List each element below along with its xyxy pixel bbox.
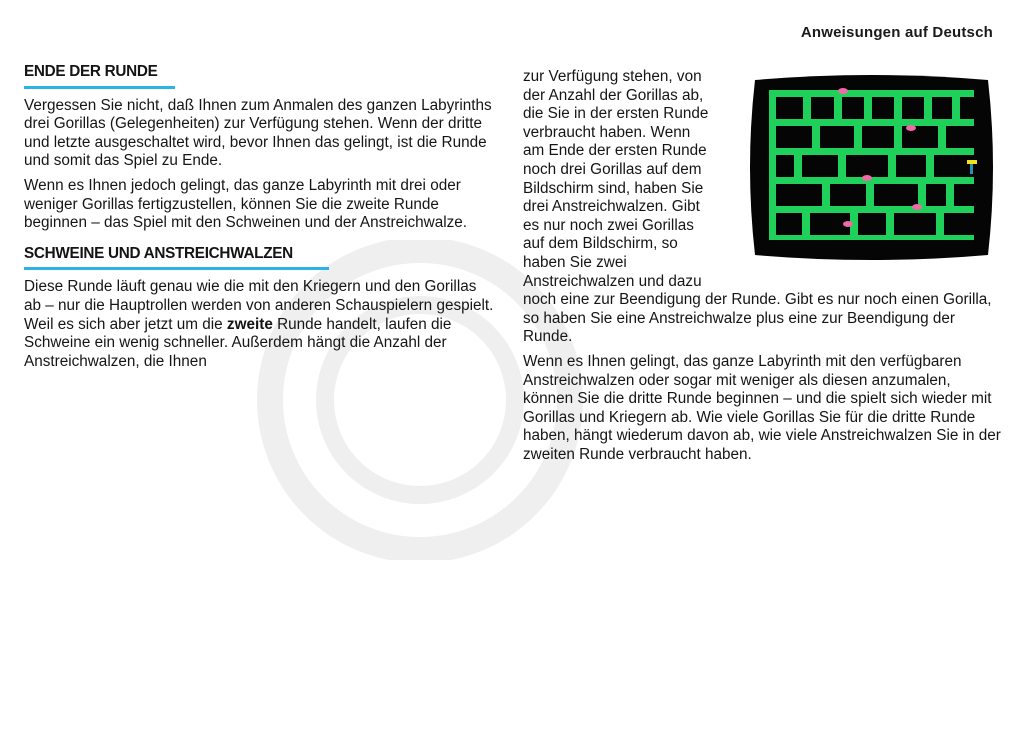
maze-block — [802, 155, 838, 177]
paragraph: noch eine zur Beendigung der Runde. Gibt es nur noch einen Gorilla, so haben Sie eine Anstreichwalze plus eine zur Beendigung der Runde. — [523, 291, 992, 346]
maze-block — [934, 155, 974, 177]
maze-block — [776, 184, 822, 206]
pig-sprite — [912, 204, 922, 210]
game-screen-image — [745, 74, 998, 261]
maze-block — [776, 126, 812, 148]
heading-underline — [24, 86, 175, 89]
text-line: haben Sie zwei — [523, 253, 627, 271]
maze-block — [776, 155, 794, 177]
text-line: die Sie in der ersten Runde — [523, 105, 709, 123]
paragraph: Vergessen Sie nicht, daß Ihnen zum Anmalen des ganzen Labyrinths drei Gorillas (Gelegenheiten) zur Verfügung stehen. Wenn der dritte und letzte ausgeschaltet wird, bevor Ihnen das gelingt, ist die Runde und somit das Spiel zu Ende. — [24, 96, 492, 170]
text-span: Runde handelt, laufen die Schweine ein wenig schneller. Außerdem hängt die Anzahl der Anstreichwalzen, die Ihnen — [24, 315, 452, 370]
bold-word: zweite — [226, 315, 273, 333]
pig-sprite — [843, 221, 853, 227]
left-column — [24, 63, 494, 377]
pig-sprite — [906, 125, 916, 131]
section-heading-ende-der-runde: ENDE DER RUNDE — [24, 63, 158, 80]
maze-block — [776, 97, 803, 119]
maze-block — [926, 184, 946, 206]
text-line: Anstreichwalzen und dazu — [523, 272, 702, 290]
maze-block — [820, 126, 854, 148]
paragraph: Wenn es Ihnen jedoch gelingt, das ganze Labyrinth mit drei oder weniger Gorillas fertigzustellen, können Sie die zweite Runde beginnen – das Spiel mit den Schweinen und der Anstreichwalze. — [24, 176, 468, 232]
maze-block — [811, 97, 834, 119]
pig-sprite — [838, 88, 848, 94]
maze-block — [858, 213, 886, 235]
text-line: verbraucht haben. Wenn — [523, 123, 691, 141]
text-line: noch drei Gorillas auf dem — [523, 160, 702, 178]
maze-block — [874, 184, 918, 206]
maze-block — [954, 184, 974, 206]
text-line: Bildschirm sind, haben Sie — [523, 179, 704, 197]
paint-roller-handle — [970, 164, 973, 174]
maze-block — [944, 213, 974, 235]
maze-block — [894, 213, 936, 235]
maze-block — [932, 97, 952, 119]
maze-block — [842, 97, 864, 119]
maze-block — [946, 126, 974, 148]
maze-block — [830, 184, 866, 206]
text-line: am Ende der ersten Runde — [523, 142, 707, 160]
maze-block — [846, 155, 888, 177]
page-header-title: Anweisungen auf Deutsch — [800, 24, 993, 41]
paint-roller-sprite — [967, 160, 977, 164]
pig-sprite — [862, 175, 872, 181]
text-beside-image — [523, 68, 733, 291]
section-heading-schweine: SCHWEINE UND ANSTREICHWALZEN — [24, 244, 293, 262]
maze-block — [872, 97, 894, 119]
paragraph — [24, 278, 494, 371]
text-line: der Anzahl der Gorillas ab, — [523, 86, 704, 104]
text-line: drei Anstreichwalzen. Gibt — [523, 198, 700, 216]
maze-block — [960, 97, 974, 119]
text-line: zur Verfügung stehen, von — [523, 68, 702, 85]
maze-block — [902, 97, 924, 119]
text-line: auf dem Bildschirm, so — [523, 235, 678, 253]
maze-block — [896, 155, 926, 177]
maze-block — [862, 126, 894, 148]
maze-block — [776, 213, 802, 235]
heading-underline — [24, 267, 329, 270]
text-span: Diese Runde läuft genau wie die mit den Kriegern und den Gorillas ab – nur die Hauptrollen werden von anderen Schauspielern gespielt. Weil es sich aber jetzt um die — [24, 278, 494, 333]
paragraph: Wenn es Ihnen gelingt, das ganze Labyrinth mit den verfügbaren Anstreichwalzen oder sogar mit weniger als diesen anzumalen, können Sie die dritte Runde beginnen – und die spielt sich wieder mit Gorillas und Kriegern ab. Wie viele Gorillas Sie für die dritte Runde haben, hängt wiederum davon ab, wie viele Anstreichwalzen Sie in der zweiten Runde verbraucht haben. — [523, 352, 1001, 463]
text-line: es nur noch zwei Gorillas — [523, 216, 694, 234]
